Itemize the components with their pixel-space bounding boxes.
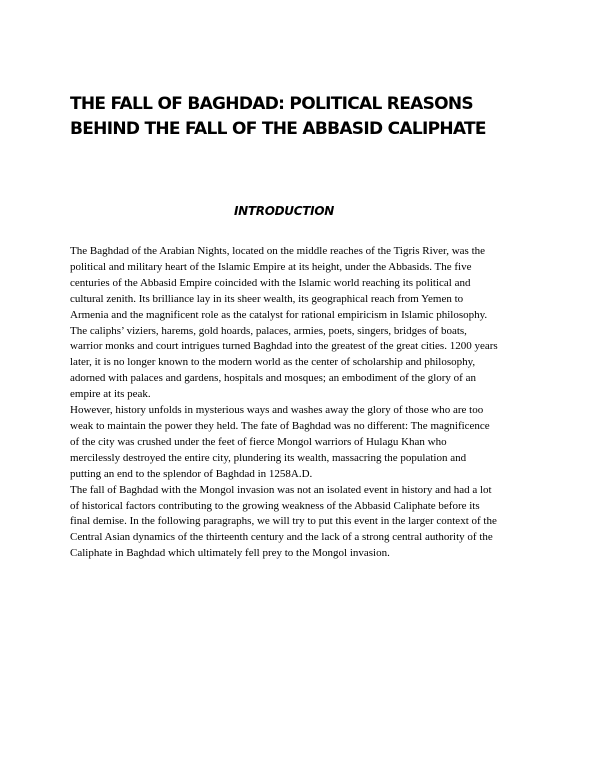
body-line: weak to maintain the power they held. The fate of Baghdad was no different: The magnificence [70, 419, 490, 432]
body-line: empire at its peak. [70, 388, 151, 401]
body-line: of historical factors contributing to the growing weakness of the Abbasid Caliphate before its [70, 499, 480, 512]
body-line: The Baghdad of the Arabian Nights, located on the middle reaches of the Tigris River, was the [70, 245, 486, 257]
title-line-1: THE FALL OF BAGHDAD: POLITICAL REASONS [70, 94, 473, 114]
body-line: However, history unfolds in mysterious ways and washes away the glory of those who are too [70, 404, 484, 417]
section-heading-introduction: INTRODUCTION [234, 204, 334, 218]
introduction-body [70, 244, 540, 562]
body-line: cultural zenith. Its brilliance lay in its sheer wealth, its geographical reach from Yemen to [70, 292, 464, 305]
body-line: Armenia and the magnificent role as the catalyst for rational empiricism in Islamic philosophy. [70, 308, 488, 321]
body-line: Caliphate in Baghdad which ultimately fell prey to the Mongol invasion. [70, 547, 390, 560]
body-line: final demise. In the following paragraphs, we will try to put this event in the larger context of the [70, 515, 497, 528]
body-line: political and military heart of the Islamic Empire at its height, under the Abbasids. The five [70, 260, 472, 273]
title-line-2: BEHIND THE FALL OF THE ABBASID CALIPHATE [70, 119, 486, 139]
document-title [70, 92, 540, 142]
body-line: Central Asian dynamics of the thirteenth century and the lack of a strong central authority of the [70, 531, 493, 544]
body-line: adorned with palaces and gardens, hospitals and mosques; an embodiment of the glory of an [70, 372, 476, 385]
body-line: later, it is no longer known to the modern world as the center of scholarship and philosophy, [70, 356, 476, 369]
body-line: of the city was crushed under the feet of fierce Mongol warriors of Hulagu Khan who [70, 435, 447, 448]
body-line: putting an end to the splendor of Baghdad in 1258A.D. [70, 467, 313, 480]
body-line: mercilessly destroyed the entire city, plundering its wealth, massacring the population and [70, 451, 467, 464]
body-line: centuries of the Abbasid Empire coincided with the Islamic world reaching its political and [70, 276, 471, 289]
body-line: warrior monks and court intrigues turned Baghdad into the greatest of the great cities. 1200 years [70, 340, 498, 353]
body-line: The fall of Baghdad with the Mongol invasion was not an isolated event in history and had a lot [70, 483, 492, 496]
body-line: The caliphs’ viziers, harems, gold hoards, palaces, armies, poets, singers, bridges of boats, [70, 324, 467, 337]
